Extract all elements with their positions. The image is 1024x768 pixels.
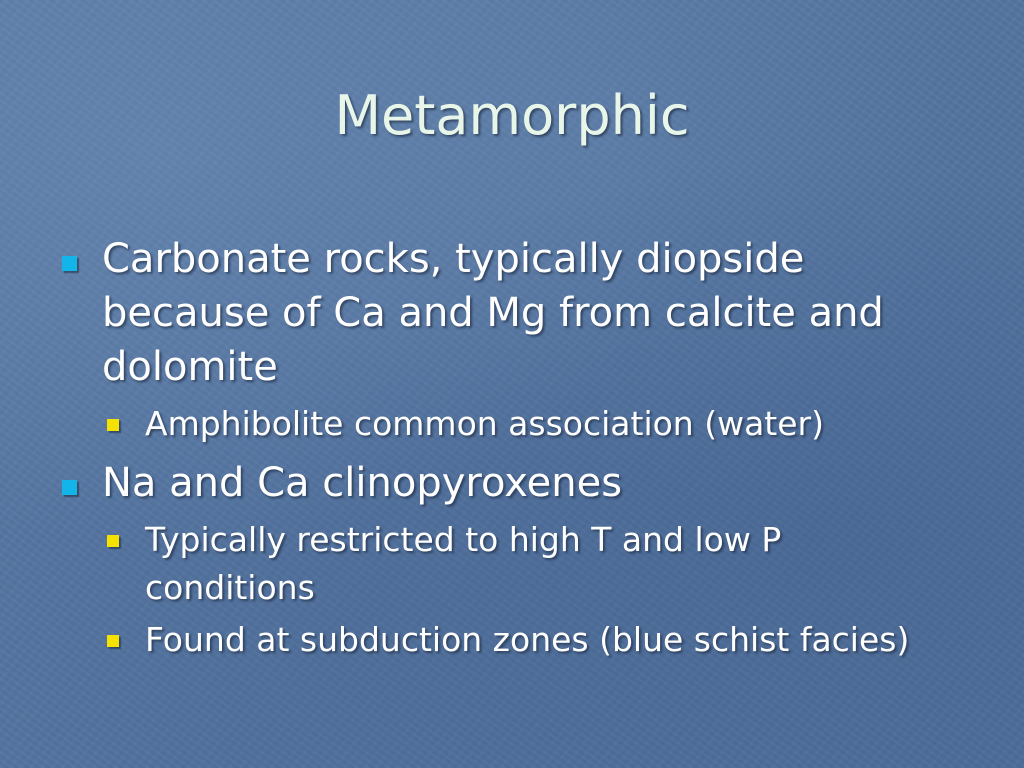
yellow-square-bullet-icon	[107, 535, 119, 547]
sub-bullet-item-2-1-text: Typically restricted to high T and low P conditions	[145, 520, 782, 607]
sub-bullet-item-2-1	[105, 516, 960, 612]
yellow-square-bullet-icon	[107, 635, 119, 647]
sub-bullet-item-1-1	[105, 400, 960, 448]
cyan-square-bullet-icon	[62, 256, 77, 271]
bullet-item-1	[60, 232, 960, 394]
sub-bullet-item-2-2	[105, 616, 960, 664]
bullet-list	[60, 232, 960, 668]
sub-bullet-item-1-1-text: Amphibolite common association (water)	[145, 404, 824, 443]
bullet-item-2	[60, 456, 960, 510]
bullet-item-1-text: Carbonate rocks, typically diopside because of Ca and Mg from calcite and dolomite	[102, 236, 884, 390]
cyan-square-bullet-icon	[62, 480, 77, 495]
slide-title: Metamorphic	[334, 84, 690, 147]
sub-bullet-item-2-2-text: Found at subduction zones (blue schist facies)	[145, 620, 910, 659]
bullet-item-2-text: Na and Ca clinopyroxenes	[102, 460, 623, 506]
yellow-square-bullet-icon	[107, 419, 119, 431]
